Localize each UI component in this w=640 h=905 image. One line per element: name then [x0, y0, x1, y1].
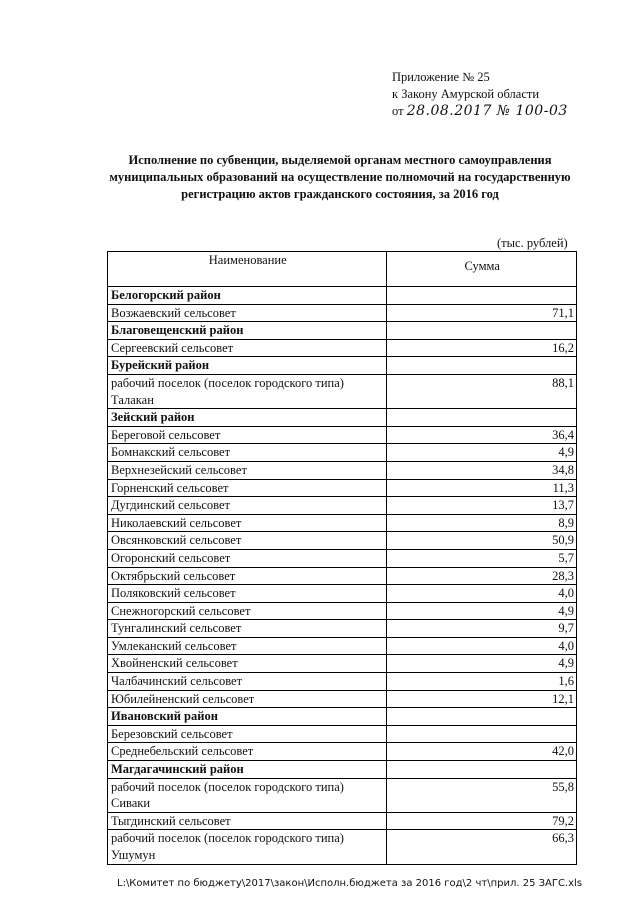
name-line: рабочий поселок (поселок городского типа): [111, 375, 344, 390]
name-line: Огоронский сельсовет: [111, 550, 231, 565]
settlement-name: [108, 479, 387, 497]
settlement-name: [108, 549, 387, 567]
district-row: [108, 287, 577, 305]
table-row: [108, 549, 577, 567]
sum-value: 16,2: [387, 339, 577, 357]
settlement-name: [108, 830, 387, 864]
settlement-name: [108, 567, 387, 585]
settlement-name: [108, 532, 387, 550]
settlement-name: [108, 444, 387, 462]
name-line: Дугдинский сельсовет: [111, 498, 230, 513]
name-line: Овсянковский сельсовет: [111, 533, 242, 548]
table-row: [108, 778, 577, 812]
settlement-name: [108, 637, 387, 655]
name-line: Зейский район: [111, 410, 195, 425]
settlement-name: [108, 655, 387, 673]
table-row: [108, 602, 577, 620]
sum-value: 88,1: [387, 374, 577, 408]
name-line: рабочий поселок (поселок городского типа): [111, 779, 344, 794]
sum-value: 55,8: [387, 778, 577, 812]
table-row: [108, 339, 577, 357]
sum-value: 66,3: [387, 830, 577, 864]
settlement-name: [108, 339, 387, 357]
name-line: Бомнакский сельсовет: [111, 445, 231, 460]
name-line: Ивановский район: [111, 709, 218, 724]
settlement-name: [108, 514, 387, 532]
settlement-name: [108, 778, 387, 812]
name-line: Горненский сельсовет: [111, 480, 229, 495]
district-name: [108, 761, 387, 779]
settlement-name: [108, 461, 387, 479]
name-line: Верхнезейский сельсовет: [111, 462, 247, 477]
sum-value: [387, 409, 577, 427]
sum-value: 42,0: [387, 743, 577, 761]
sum-value: 4,9: [387, 444, 577, 462]
name-line: Николаевский сельсовет: [111, 515, 242, 530]
name-line: Береговой сельсовет: [111, 427, 221, 442]
settlement-name: [108, 743, 387, 761]
name-line: Возжаевский сельсовет: [111, 305, 236, 320]
name-line: Магдагачинский район: [111, 762, 244, 777]
settlement-name: [108, 497, 387, 515]
table-row: [108, 585, 577, 603]
sum-value: 4,0: [387, 585, 577, 603]
table-row: [108, 830, 577, 864]
district-row: [108, 708, 577, 726]
sum-value: [387, 322, 577, 340]
name-line: Октябрьский сельсовет: [111, 568, 236, 583]
sum-value: 79,2: [387, 812, 577, 830]
name-line: Бурейский район: [111, 358, 210, 373]
district-row: [108, 409, 577, 427]
settlement-name: [108, 725, 387, 743]
table-row: [108, 743, 577, 761]
district-name: [108, 322, 387, 340]
settlement-name: [108, 304, 387, 322]
appendix-number: Приложение № 25: [392, 70, 490, 84]
name-line: Снежногорский сельсовет: [111, 603, 251, 618]
district-name: [108, 287, 387, 305]
table-row: [108, 725, 577, 743]
sum-value: 8,9: [387, 514, 577, 532]
settlement-name: [108, 585, 387, 603]
sum-value: 4,0: [387, 637, 577, 655]
district-row: [108, 761, 577, 779]
sum-value: 11,3: [387, 479, 577, 497]
sum-value: 4,9: [387, 655, 577, 673]
settlement-name: [108, 426, 387, 444]
appendix-header: [392, 69, 568, 120]
table-row: [108, 304, 577, 322]
sum-value: 5,7: [387, 549, 577, 567]
district-name: [108, 357, 387, 375]
district-name: [108, 708, 387, 726]
document-title: Исполнение по субвенции, выделяемой органам местного самоуправления муниципальных образований на осуществление полномочий на государственную регистрацию актов гражданского состояния, за 2016 год: [109, 153, 571, 201]
subvention-table: [107, 251, 577, 865]
table-row: [108, 374, 577, 408]
table-row: [108, 479, 577, 497]
table-row: [108, 461, 577, 479]
name-line: Белогорский район: [111, 288, 221, 302]
name-line: Тунгалинский сельсовет: [111, 621, 242, 636]
units-label: (тыс. рублей): [497, 236, 568, 250]
district-name: [108, 409, 387, 427]
sum-value: 13,7: [387, 497, 577, 515]
table-row: [108, 637, 577, 655]
settlement-name: [108, 620, 387, 638]
district-row: [108, 357, 577, 375]
name-line: Хвойненский сельсовет: [111, 656, 238, 671]
column-header-name: Наименование: [108, 252, 387, 287]
name-line: Благовещенский район: [111, 323, 244, 338]
sum-value: 71,1: [387, 304, 577, 322]
sum-value: 36,4: [387, 426, 577, 444]
table-row: [108, 655, 577, 673]
table-header-row: [108, 252, 577, 287]
handwritten-date: 28.08.2017 № 100-03: [406, 103, 568, 119]
name-line: Среднебельский сельсовет: [111, 744, 254, 759]
table-row: [108, 497, 577, 515]
name-line: Умлеканский сельсовет: [111, 638, 237, 653]
name-line-2: Сиваки: [111, 796, 151, 811]
settlement-name: [108, 673, 387, 691]
settlement-name: [108, 690, 387, 708]
table-row: [108, 567, 577, 585]
column-header-sum: Сумма: [387, 252, 577, 287]
name-line-2: Ушумун: [111, 848, 156, 862]
table-row: [108, 444, 577, 462]
sum-value: [387, 357, 577, 375]
table-row: [108, 673, 577, 691]
sum-value: 4,9: [387, 602, 577, 620]
sum-value: [387, 725, 577, 743]
sum-value: [387, 708, 577, 726]
name-line: Поляковский сельсовет: [111, 586, 236, 601]
settlement-name: [108, 602, 387, 620]
name-line: Березовский сельсовет: [111, 726, 233, 741]
table-row: [108, 690, 577, 708]
sum-value: 28,3: [387, 567, 577, 585]
date-prefix: от: [392, 104, 404, 118]
table-row: [108, 620, 577, 638]
district-row: [108, 322, 577, 340]
name-line: Сергеевский сельсовет: [111, 340, 234, 355]
sum-value: 9,7: [387, 620, 577, 638]
name-line-2: Талакан: [111, 392, 154, 407]
settlement-name: [108, 812, 387, 830]
sum-value: 50,9: [387, 532, 577, 550]
law-reference: к Закону Амурской области: [392, 87, 540, 101]
sum-value: 12,1: [387, 690, 577, 708]
law-date-line: [392, 103, 568, 120]
name-line: Юбилейненский сельсовет: [111, 691, 255, 706]
table-row: [108, 532, 577, 550]
table-row: [108, 812, 577, 830]
name-line: Чалбачинский сельсовет: [111, 674, 243, 689]
file-path-footer: L:\Комитет по бюджету\2017\закон\Исполн.бюджета за 2016 год\2 чт\прил. 25 ЗАГС.xls: [117, 878, 583, 889]
table-row: [108, 426, 577, 444]
settlement-name: [108, 374, 387, 408]
name-line: рабочий поселок (поселок городского типа): [111, 831, 344, 846]
table-row: [108, 514, 577, 532]
name-line: Тыгдинский сельсовет: [111, 813, 231, 828]
sum-value: 34,8: [387, 461, 577, 479]
sum-value: [387, 287, 577, 305]
sum-value: [387, 761, 577, 779]
sum-value: 1,6: [387, 673, 577, 691]
